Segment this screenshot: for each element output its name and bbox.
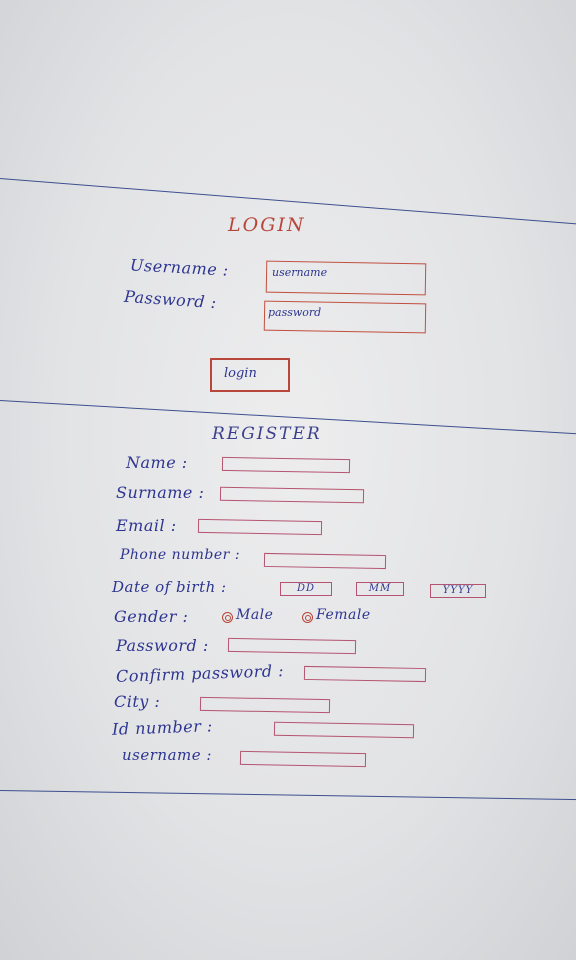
register-title: REGISTER <box>212 424 322 444</box>
confirm-password-input[interactable] <box>304 666 426 682</box>
login-button[interactable]: login <box>210 358 290 392</box>
gender-female-label: Female <box>316 607 371 623</box>
dob-label: Date of birth : <box>112 578 227 596</box>
gender-male-label: Male <box>236 607 274 623</box>
dob-month-input[interactable]: MM <box>356 582 404 596</box>
login-password-placeholder: password <box>268 306 322 319</box>
login-username-placeholder: username <box>272 266 328 279</box>
dob-year-input[interactable]: YYYY <box>430 584 486 598</box>
dob-day-input[interactable]: DD <box>280 582 332 596</box>
register-username-label: username : <box>122 746 212 764</box>
id-number-input[interactable] <box>274 722 414 738</box>
password-input[interactable] <box>228 638 356 654</box>
password-label: Password : <box>116 636 209 655</box>
city-label: City : <box>114 692 161 711</box>
phone-input[interactable] <box>264 553 386 569</box>
id-number-label: Id number : <box>111 716 214 739</box>
surname-input[interactable] <box>220 487 364 504</box>
login-username-label: Username : <box>129 255 230 280</box>
gender-label: Gender : <box>114 607 189 626</box>
login-password-label: Password : <box>123 286 218 313</box>
surname-label: Surname : <box>116 483 205 502</box>
gender-male-radio[interactable] <box>222 612 233 623</box>
gender-female-radio[interactable] <box>302 612 313 623</box>
phone-label: Phone number : <box>120 547 241 563</box>
name-label: Name : <box>126 453 188 472</box>
name-input[interactable] <box>222 457 350 473</box>
email-input[interactable] <box>198 519 322 535</box>
register-username-input[interactable] <box>240 751 366 767</box>
email-label: Email : <box>116 516 177 535</box>
confirm-password-label: Confirm password : <box>115 661 285 686</box>
login-title: LOGIN <box>228 214 306 236</box>
city-input[interactable] <box>200 697 330 713</box>
